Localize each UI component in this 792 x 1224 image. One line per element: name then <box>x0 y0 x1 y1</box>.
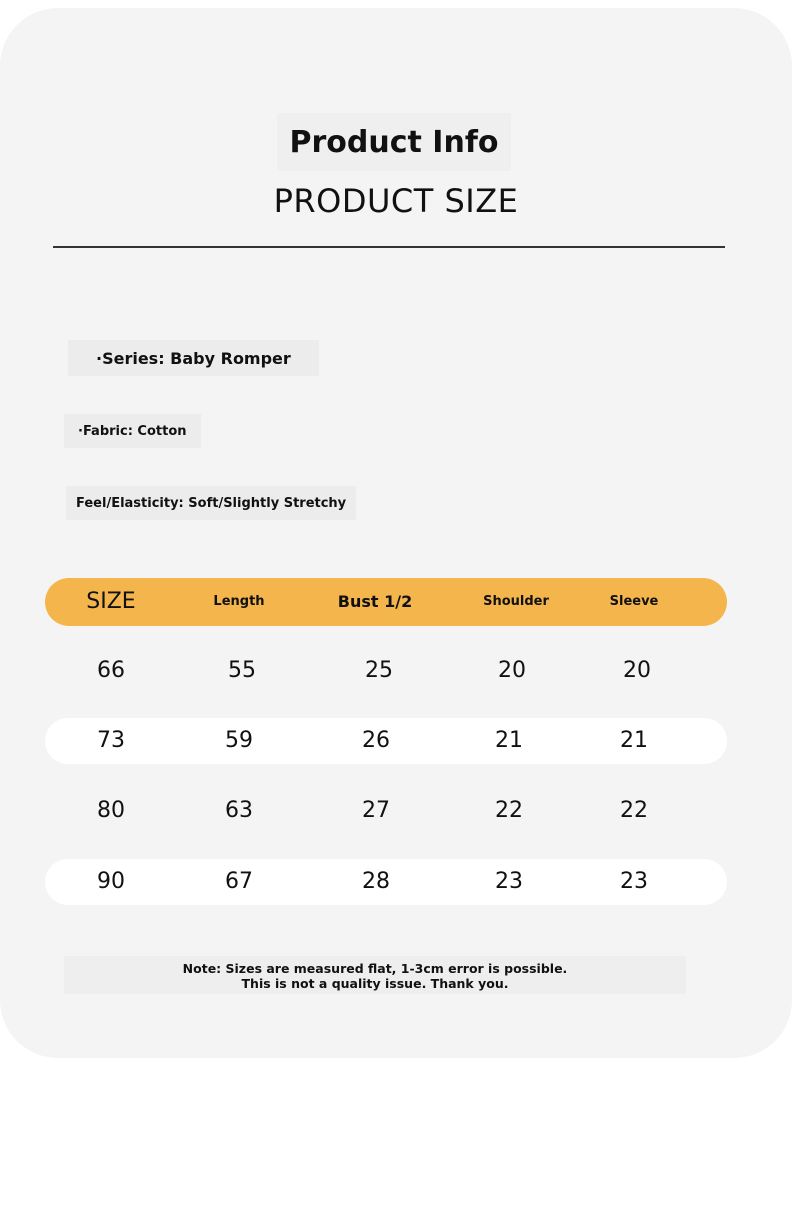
cell-sleeve: 20 <box>623 658 651 683</box>
note-line-1: Note: Sizes are measured flat, 1-3cm error is possible. <box>182 961 568 976</box>
cell-length: 63 <box>225 798 253 823</box>
cell-shoulder: 23 <box>495 869 523 894</box>
cell-sleeve: 22 <box>620 798 648 823</box>
measurement-note <box>64 956 686 994</box>
cell-shoulder: 21 <box>495 728 523 753</box>
column-header-length: Length <box>213 594 265 609</box>
column-header-size: SIZE <box>86 589 136 614</box>
fabric-info: ·Fabric: Cotton <box>64 414 201 448</box>
table-row <box>45 859 727 905</box>
cell-bust: 25 <box>365 658 393 683</box>
cell-sleeve: 23 <box>620 869 648 894</box>
cell-size: 80 <box>97 798 125 823</box>
column-header-bust: Bust 1/2 <box>337 592 413 611</box>
table-row <box>45 788 727 834</box>
cell-size: 90 <box>97 869 125 894</box>
cell-shoulder: 22 <box>495 798 523 823</box>
cell-sleeve: 21 <box>620 728 648 753</box>
feel-elasticity-info: Feel/Elasticity: Soft/Slightly Stretchy <box>66 486 356 520</box>
page-subtitle: PRODUCT SIZE <box>273 182 519 220</box>
column-header-sleeve: Sleeve <box>609 594 659 609</box>
cell-bust: 26 <box>362 728 390 753</box>
table-row <box>45 648 727 694</box>
series-info: ·Series: Baby Romper <box>68 340 319 376</box>
cell-bust: 27 <box>362 798 390 823</box>
title-banner <box>277 113 511 171</box>
header-divider <box>53 246 725 248</box>
page-title: Product Info <box>289 124 499 160</box>
column-header-shoulder: Shoulder <box>483 594 549 609</box>
cell-shoulder: 20 <box>498 658 526 683</box>
size-table-header <box>45 578 727 626</box>
cell-length: 55 <box>228 658 256 683</box>
cell-length: 67 <box>225 869 253 894</box>
cell-size: 73 <box>97 728 125 753</box>
cell-length: 59 <box>225 728 253 753</box>
cell-size: 66 <box>97 658 125 683</box>
cell-bust: 28 <box>362 869 390 894</box>
note-line-2: This is not a quality issue. Thank you. <box>241 976 509 991</box>
table-row <box>45 718 727 764</box>
